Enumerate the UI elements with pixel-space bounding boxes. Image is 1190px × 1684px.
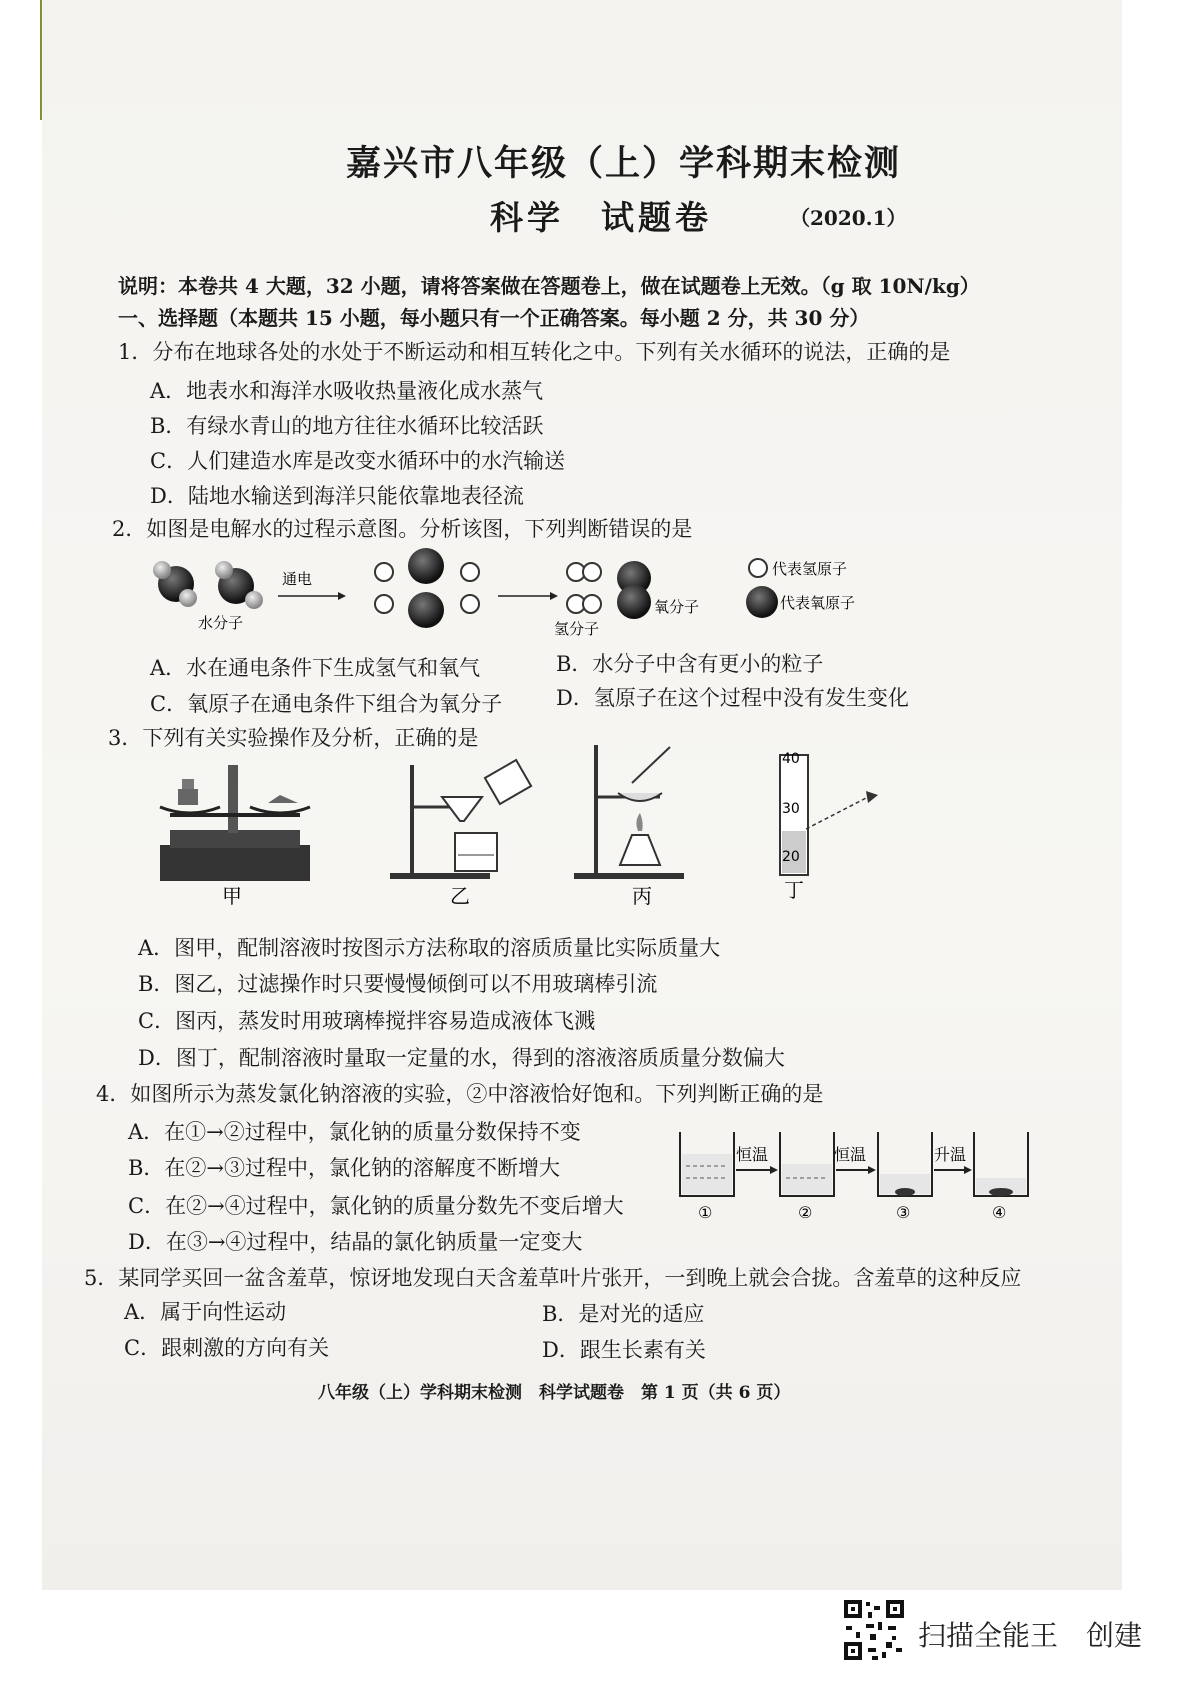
instructions: 说明：本卷共 4 大题，32 小题，请将答案做在答题卷上，做在试题卷上无效。（g 取 10N/kg） <box>118 274 980 298</box>
evaporation-figure <box>574 745 684 908</box>
electrify-label: 通电 <box>282 570 313 588</box>
q1-option-a: A．地表水和海洋水吸收热量液化成水蒸气 <box>150 379 544 403</box>
arrow-3 <box>934 1145 972 1174</box>
section-heading: 一、选择题（本题共 15 小题，每小题只有一个正确答案。每小题 2 分，共 30 分） <box>118 306 870 330</box>
label-ding: 丁 <box>784 878 804 902</box>
page-footer: 八年级（上）学科期末检测 科学试题卷 第 1 页（共 6 页） <box>318 1383 791 1403</box>
q2-option-c: C．氧原子在通电条件下组合为氧分子 <box>150 692 503 716</box>
q2-option-b: B．水分子中含有更小的粒子 <box>556 652 824 676</box>
q5-stem: 5．某同学买回一盆含羞草，惊讶地发现白天含羞草叶片张开，一到晚上就会合拢。含羞草的这种反应 <box>84 1266 1022 1290</box>
q1-option-d: D．陆地水输送到海洋只能依靠地表径流 <box>150 484 524 508</box>
arrow-2 <box>834 1145 876 1174</box>
q3-stem: 3．下列有关实验操作及分析，正确的是 <box>108 726 479 750</box>
q4-option-d: D．在③→④过程中，结晶的氯化钠质量一定变大 <box>128 1230 583 1254</box>
label-bing: 丙 <box>632 884 652 908</box>
q4-option-a: A．在①→②过程中，氯化钠的质量分数保持不变 <box>128 1120 581 1144</box>
q3-option-b: B．图乙，过滤操作时只要慢慢倾倒可以不用玻璃棒引流 <box>138 972 658 996</box>
electrolysis-diagram <box>140 548 900 648</box>
hydrogen-molecules <box>567 563 601 613</box>
q5-option-c: C．跟刺激的方向有关 <box>124 1336 330 1360</box>
q4-option-c: C．在②→④过程中，氯化钠的质量分数先不变后增大 <box>128 1194 624 1218</box>
water-molecule-2 <box>215 561 263 609</box>
q1-option-b: B．有绿水青山的地方往往水循环比较活跃 <box>150 414 544 438</box>
oxygen-molecule <box>617 561 651 619</box>
beaker-1 <box>680 1132 734 1222</box>
q5-option-a: A．属于向性运动 <box>124 1300 287 1324</box>
label-yi: 乙 <box>450 884 470 908</box>
q1-stem: 1．分布在地球各处的水处于不断运动和相互转化之中。下列有关水循环的说法，正确的是 <box>118 340 951 364</box>
beaker-2 <box>780 1132 834 1222</box>
filtration-figure <box>390 760 531 908</box>
beaker-4 <box>974 1132 1028 1222</box>
arrow-2-label: 恒温 <box>834 1145 867 1164</box>
q2-stem: 2．如图是电解水的过程示意图。分析该图，下列判断错误的是 <box>112 517 693 541</box>
water-molecule-label: 水分子 <box>198 614 244 632</box>
exam-subtitle: 科学 试题卷 <box>490 198 712 237</box>
arrow-1 <box>736 1145 778 1174</box>
hydrogen-molecule-label: 氢分子 <box>554 620 600 638</box>
q2-option-a: A．水在通电条件下生成氢气和氧气 <box>150 656 481 680</box>
lab-operations-figure <box>150 745 910 915</box>
beaker-3 <box>878 1132 932 1222</box>
beaker-2-label: ② <box>798 1203 813 1222</box>
beaker-4-label: ④ <box>992 1203 1007 1222</box>
qr-code-icon <box>842 1598 906 1662</box>
legend-oxygen: 代表氧原子 <box>780 594 856 612</box>
q4-stem: 4．如图所示为蒸发氯化钠溶液的实验，②中溶液恰好饱和。下列判断正确的是 <box>96 1082 824 1106</box>
q4-option-b: B．在②→③过程中，氯化钠的溶解度不断增大 <box>128 1156 561 1180</box>
cylinder-figure <box>780 751 878 902</box>
q5-option-b: B．是对光的适应 <box>542 1302 705 1326</box>
exam-title: 嘉兴市八年级（上）学科期末检测 <box>346 143 902 184</box>
q1-option-c: C．人们建造水库是改变水循环中的水汽输送 <box>150 449 566 473</box>
arrow-1-label: 恒温 <box>736 1145 769 1164</box>
beaker-3-label: ③ <box>896 1203 911 1222</box>
q3-option-d: D．图丁，配制溶液时量取一定量的水，得到的溶液溶质质量分数偏大 <box>138 1046 785 1070</box>
tick-40: 40 <box>782 751 800 767</box>
legend-hydrogen: 代表氢原子 <box>772 560 848 578</box>
oxygen-molecule-label: 氧分子 <box>654 598 700 616</box>
q2-option-d: D．氢原子在这个过程中没有发生变化 <box>556 686 909 710</box>
tick-20: 20 <box>782 849 800 865</box>
evaporation-beakers-figure <box>672 1124 1032 1224</box>
scanner-watermark: 扫描全能王 创建 <box>918 1619 1143 1652</box>
exam-date: （2020.1） <box>790 206 907 230</box>
tick-30: 30 <box>782 801 800 817</box>
q5-option-d: D．跟生长素有关 <box>542 1338 706 1362</box>
beaker-1-label: ① <box>698 1203 713 1222</box>
label-jia: 甲 <box>222 884 242 908</box>
balance-figure <box>160 765 310 908</box>
water-molecule-1 <box>153 561 197 607</box>
arrow-3-label: 升温 <box>934 1145 967 1164</box>
q3-option-c: C．图丙，蒸发时用玻璃棒搅拌容易造成液体飞溅 <box>138 1009 596 1033</box>
q3-option-a: A．图甲，配制溶液时按图示方法称取的溶质质量比实际质量大 <box>138 936 721 960</box>
